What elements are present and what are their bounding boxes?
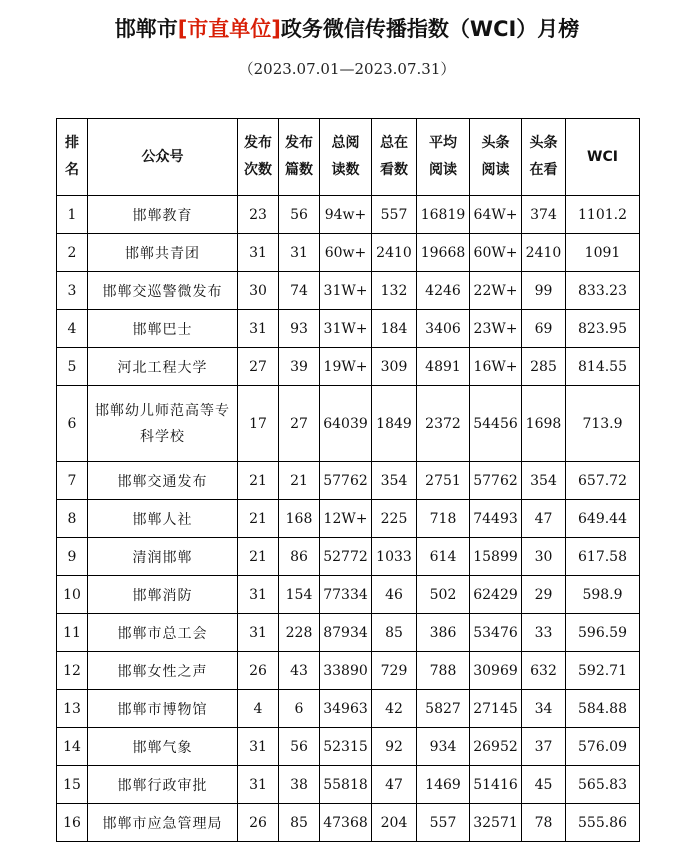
cell-total-watching: 132: [372, 272, 417, 310]
cell-total-reads: 34963: [320, 690, 372, 728]
header-headline-reads: 头条 阅读: [470, 119, 522, 196]
cell-headline-reads: 22W+: [470, 272, 522, 310]
cell-publish-times: 31: [238, 766, 279, 804]
cell-publish-articles: 74: [279, 272, 320, 310]
cell-publish-articles: 39: [279, 348, 320, 386]
cell-total-watching: 42: [372, 690, 417, 728]
cell-average-reads: 2372: [417, 386, 470, 462]
cell-publish-times: 26: [238, 804, 279, 842]
cell-headline-reads: 32571: [470, 804, 522, 842]
cell-publish-articles: 21: [279, 462, 320, 500]
table-row: [57, 234, 640, 272]
header-average-reads: 平均 阅读: [417, 119, 470, 196]
cell-total-watching: 225: [372, 500, 417, 538]
cell-headline-reads: 74493: [470, 500, 522, 538]
cell-headline-watching: 29: [522, 576, 566, 614]
header-total-watching: 总在 看数: [372, 119, 417, 196]
cell-headline-reads: 57762: [470, 462, 522, 500]
cell-total-watching: 729: [372, 652, 417, 690]
cell-average-reads: 2751: [417, 462, 470, 500]
cell-account-name: 邯郸幼儿师范高等专科学校: [88, 386, 238, 462]
cell-total-watching: 1849: [372, 386, 417, 462]
header-rank: 排 名: [57, 119, 88, 196]
cell-total-watching: 92: [372, 728, 417, 766]
cell-total-reads: 19W+: [320, 348, 372, 386]
cell-average-reads: 4891: [417, 348, 470, 386]
cell-account-name: 邯郸行政审批: [88, 766, 238, 804]
table-row: [57, 386, 640, 462]
cell-wci-score: 1091: [566, 234, 640, 272]
date-range: （2023.07.01—2023.07.31）: [238, 60, 456, 78]
cell-headline-reads: 26952: [470, 728, 522, 766]
cell-headline-watching: 285: [522, 348, 566, 386]
cell-average-reads: 614: [417, 538, 470, 576]
table-row: [57, 538, 640, 576]
cell-rank: 9: [57, 538, 88, 576]
header-headline-watching: 头条 在看: [522, 119, 566, 196]
cell-wci-score: 823.95: [566, 310, 640, 348]
cell-account-name: 邯郸交通发布: [88, 462, 238, 500]
cell-total-watching: 184: [372, 310, 417, 348]
table-row: [57, 652, 640, 690]
title-highlight: [市直单位]: [177, 17, 281, 41]
page-title: [0, 14, 694, 44]
cell-account-name: 邯郸女性之声: [88, 652, 238, 690]
cell-rank: 12: [57, 652, 88, 690]
wci-ranking-table: [56, 118, 640, 842]
cell-publish-articles: 86: [279, 538, 320, 576]
cell-total-watching: 309: [372, 348, 417, 386]
cell-average-reads: 4246: [417, 272, 470, 310]
cell-rank: 11: [57, 614, 88, 652]
cell-headline-reads: 15899: [470, 538, 522, 576]
cell-rank: 3: [57, 272, 88, 310]
cell-total-reads: 60w+: [320, 234, 372, 272]
cell-publish-articles: 168: [279, 500, 320, 538]
cell-account-name: 河北工程大学: [88, 348, 238, 386]
cell-headline-watching: 47: [522, 500, 566, 538]
cell-rank: 14: [57, 728, 88, 766]
cell-average-reads: 386: [417, 614, 470, 652]
cell-publish-times: 31: [238, 614, 279, 652]
cell-publish-times: 26: [238, 652, 279, 690]
table-row: [57, 196, 640, 234]
cell-headline-watching: 30: [522, 538, 566, 576]
table-row: [57, 272, 640, 310]
header-publish-times: 发布 次数: [238, 119, 279, 196]
cell-account-name: 邯郸市总工会: [88, 614, 238, 652]
cell-total-watching: 2410: [372, 234, 417, 272]
cell-total-reads: 12W+: [320, 500, 372, 538]
cell-headline-watching: 354: [522, 462, 566, 500]
cell-account-name: 邯郸人社: [88, 500, 238, 538]
cell-total-watching: 354: [372, 462, 417, 500]
cell-wci-score: 657.72: [566, 462, 640, 500]
header-total-reads: 总阅 读数: [320, 119, 372, 196]
cell-headline-reads: 53476: [470, 614, 522, 652]
cell-headline-reads: 54456: [470, 386, 522, 462]
cell-total-reads: 94w+: [320, 196, 372, 234]
cell-rank: 16: [57, 804, 88, 842]
cell-headline-watching: 69: [522, 310, 566, 348]
cell-headline-watching: 1698: [522, 386, 566, 462]
cell-publish-times: 23: [238, 196, 279, 234]
cell-publish-times: 31: [238, 310, 279, 348]
cell-rank: 2: [57, 234, 88, 272]
cell-wci-score: 814.55: [566, 348, 640, 386]
cell-publish-times: 30: [238, 272, 279, 310]
cell-total-watching: 46: [372, 576, 417, 614]
cell-wci-score: 833.23: [566, 272, 640, 310]
title-prefix: 邯郸市: [114, 17, 178, 41]
cell-headline-reads: 23W+: [470, 310, 522, 348]
cell-account-name: 邯郸交巡警微发布: [88, 272, 238, 310]
cell-wci-score: 592.71: [566, 652, 640, 690]
cell-account-name: 邯郸气象: [88, 728, 238, 766]
cell-publish-articles: 43: [279, 652, 320, 690]
cell-headline-reads: 30969: [470, 652, 522, 690]
cell-total-reads: 52315: [320, 728, 372, 766]
cell-publish-times: 31: [238, 728, 279, 766]
cell-average-reads: 5827: [417, 690, 470, 728]
cell-headline-watching: 45: [522, 766, 566, 804]
cell-account-name: 邯郸市博物馆: [88, 690, 238, 728]
table-row: [57, 310, 640, 348]
cell-wci-score: 617.58: [566, 538, 640, 576]
cell-total-reads: 57762: [320, 462, 372, 500]
cell-wci-score: 596.59: [566, 614, 640, 652]
cell-wci-score: 598.9: [566, 576, 640, 614]
cell-average-reads: 19668: [417, 234, 470, 272]
cell-publish-times: 21: [238, 462, 279, 500]
cell-wci-score: 555.86: [566, 804, 640, 842]
title-suffix: 政务微信传播指数（WCI）月榜: [280, 17, 580, 41]
cell-headline-reads: 16W+: [470, 348, 522, 386]
header-publish-articles: 发布 篇数: [279, 119, 320, 196]
table-row: [57, 462, 640, 500]
cell-account-name: 邯郸巴士: [88, 310, 238, 348]
table-row: [57, 766, 640, 804]
cell-headline-watching: 78: [522, 804, 566, 842]
cell-wci-score: 576.09: [566, 728, 640, 766]
table-row: [57, 804, 640, 842]
table-row: [57, 614, 640, 652]
cell-publish-times: 4: [238, 690, 279, 728]
cell-total-reads: 33890: [320, 652, 372, 690]
cell-total-watching: 1033: [372, 538, 417, 576]
header-account: 公众号: [88, 119, 238, 196]
cell-total-reads: 55818: [320, 766, 372, 804]
cell-headline-reads: 51416: [470, 766, 522, 804]
table-row: [57, 500, 640, 538]
cell-total-watching: 204: [372, 804, 417, 842]
cell-wci-score: 584.88: [566, 690, 640, 728]
cell-average-reads: 1469: [417, 766, 470, 804]
cell-publish-times: 31: [238, 234, 279, 272]
cell-headline-reads: 64W+: [470, 196, 522, 234]
cell-total-reads: 77334: [320, 576, 372, 614]
cell-average-reads: 718: [417, 500, 470, 538]
table-row: [57, 728, 640, 766]
cell-total-reads: 31W+: [320, 310, 372, 348]
cell-publish-times: 21: [238, 538, 279, 576]
cell-publish-times: 31: [238, 576, 279, 614]
cell-publish-times: 17: [238, 386, 279, 462]
cell-account-name: 邯郸共青团: [88, 234, 238, 272]
cell-rank: 5: [57, 348, 88, 386]
cell-publish-articles: 31: [279, 234, 320, 272]
cell-account-name: 清润邯郸: [88, 538, 238, 576]
cell-account-name: 邯郸市应急管理局: [88, 804, 238, 842]
cell-headline-watching: 33: [522, 614, 566, 652]
cell-rank: 10: [57, 576, 88, 614]
cell-total-watching: 47: [372, 766, 417, 804]
cell-rank: 4: [57, 310, 88, 348]
header-wci: WCI: [566, 119, 640, 196]
cell-wci-score: 1101.2: [566, 196, 640, 234]
cell-average-reads: 788: [417, 652, 470, 690]
cell-publish-articles: 27: [279, 386, 320, 462]
cell-rank: 6: [57, 386, 88, 462]
cell-total-watching: 85: [372, 614, 417, 652]
cell-total-reads: 87934: [320, 614, 372, 652]
cell-headline-watching: 37: [522, 728, 566, 766]
cell-account-name: 邯郸消防: [88, 576, 238, 614]
cell-total-watching: 557: [372, 196, 417, 234]
cell-publish-articles: 228: [279, 614, 320, 652]
cell-total-reads: 31W+: [320, 272, 372, 310]
cell-headline-watching: 2410: [522, 234, 566, 272]
cell-publish-articles: 85: [279, 804, 320, 842]
cell-total-reads: 47368: [320, 804, 372, 842]
table-header-row: [57, 119, 640, 196]
cell-average-reads: 557: [417, 804, 470, 842]
cell-average-reads: 16819: [417, 196, 470, 234]
table-row: [57, 576, 640, 614]
cell-publish-times: 27: [238, 348, 279, 386]
cell-publish-articles: 56: [279, 728, 320, 766]
cell-wci-score: 713.9: [566, 386, 640, 462]
cell-publish-articles: 93: [279, 310, 320, 348]
cell-wci-score: 565.83: [566, 766, 640, 804]
table-row: [57, 690, 640, 728]
table-row: [57, 348, 640, 386]
cell-total-reads: 64039: [320, 386, 372, 462]
cell-average-reads: 3406: [417, 310, 470, 348]
cell-rank: 1: [57, 196, 88, 234]
cell-rank: 15: [57, 766, 88, 804]
cell-headline-reads: 60W+: [470, 234, 522, 272]
cell-headline-reads: 62429: [470, 576, 522, 614]
cell-rank: 7: [57, 462, 88, 500]
cell-publish-articles: 56: [279, 196, 320, 234]
cell-publish-articles: 38: [279, 766, 320, 804]
cell-total-reads: 52772: [320, 538, 372, 576]
cell-average-reads: 934: [417, 728, 470, 766]
cell-headline-watching: 374: [522, 196, 566, 234]
cell-headline-watching: 99: [522, 272, 566, 310]
cell-headline-watching: 632: [522, 652, 566, 690]
cell-headline-watching: 34: [522, 690, 566, 728]
cell-account-name: 邯郸教育: [88, 196, 238, 234]
cell-rank: 13: [57, 690, 88, 728]
cell-average-reads: 502: [417, 576, 470, 614]
cell-publish-articles: 154: [279, 576, 320, 614]
cell-publish-articles: 6: [279, 690, 320, 728]
cell-rank: 8: [57, 500, 88, 538]
cell-wci-score: 649.44: [566, 500, 640, 538]
cell-headline-reads: 27145: [470, 690, 522, 728]
cell-publish-times: 21: [238, 500, 279, 538]
